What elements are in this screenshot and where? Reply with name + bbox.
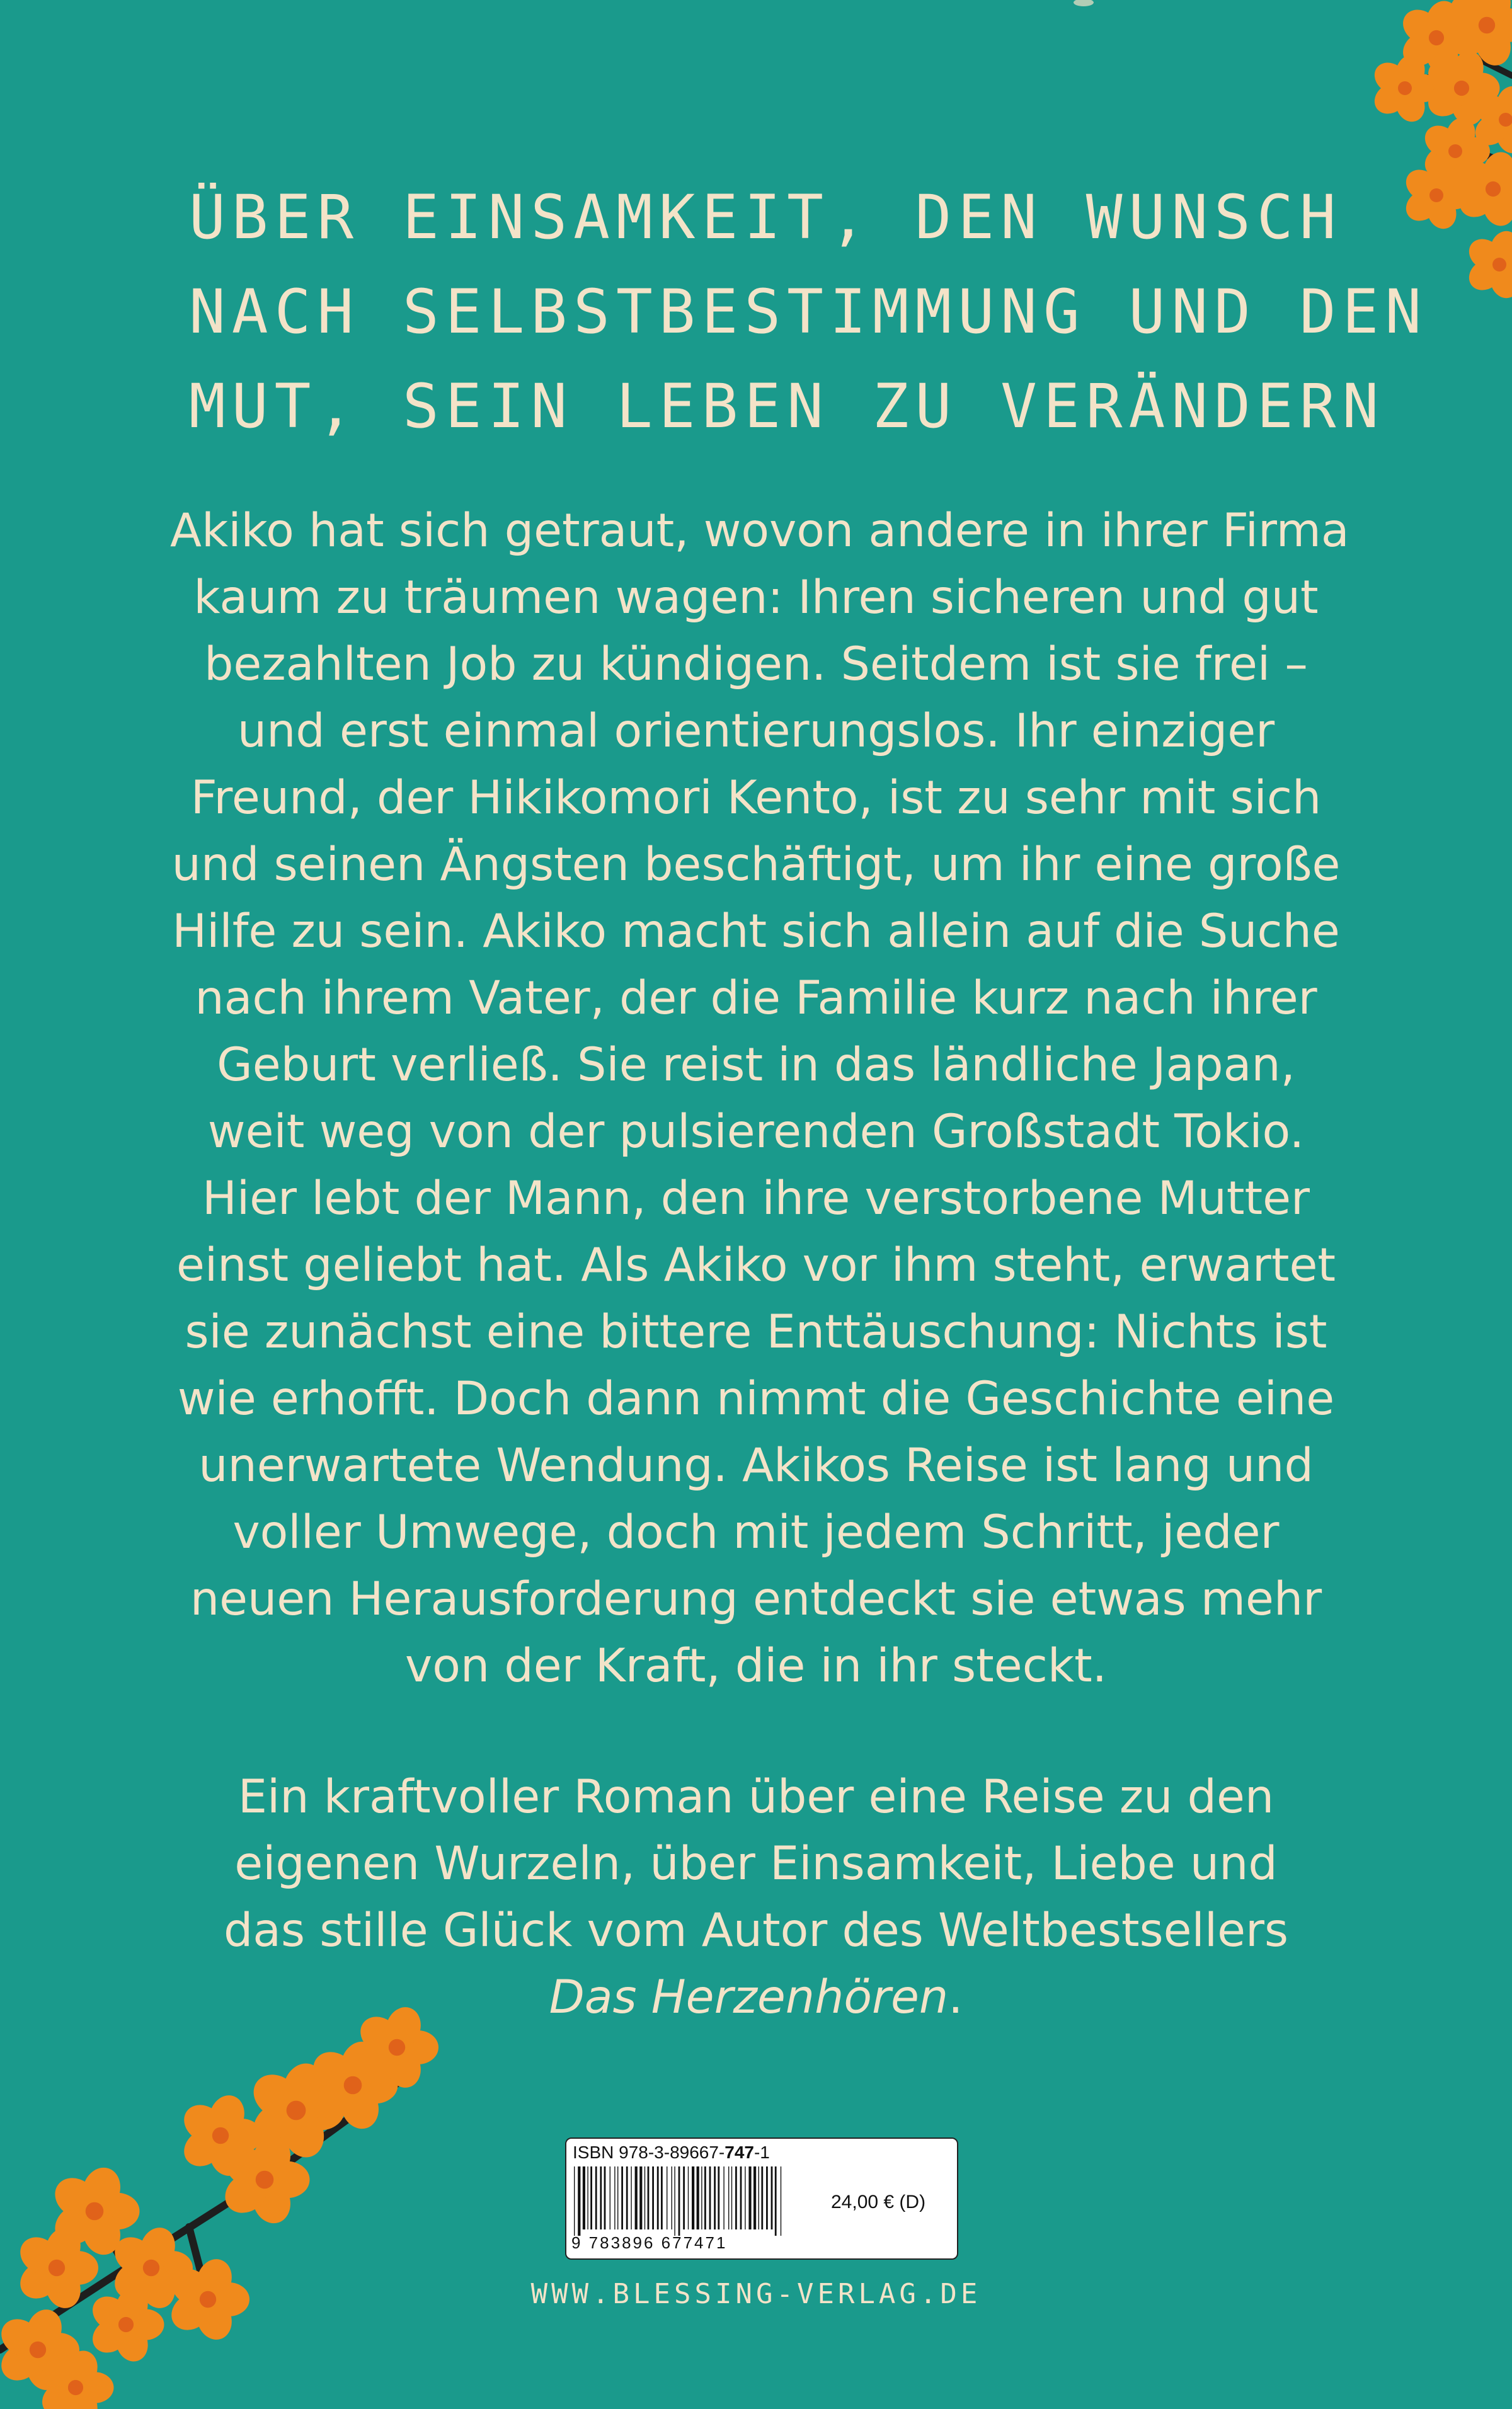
ean-digits: 9 783896 677471 (571, 2233, 728, 2252)
barcode-bar (639, 2166, 642, 2229)
blurb-line: einst geliebt hat. Als Akiko vor ihm steht, erwartet (176, 1239, 1336, 1292)
blurb-line: neuen Herausforderung entdeckt sie etwas mehr (190, 1572, 1322, 1626)
blurb-line: nach ihrem Vater, der die Familie kurz nach ihrer (195, 971, 1317, 1025)
blurb-line: Hier lebt der Mann, den ihre verstorbene Mutter (202, 1172, 1310, 1225)
blurb-line: Akiko hat sich getraut, wovon andere in ihrer Firma (170, 504, 1349, 558)
headline-line: ÜBER EINSAMKEIT, DEN WUNSCH (189, 182, 1343, 253)
barcode-bar (683, 2166, 685, 2229)
barcode-bar (614, 2166, 615, 2229)
barcode-bar (688, 2166, 689, 2229)
barcode-bar (574, 2166, 575, 2236)
tagline-line: eigenen Wurzeln, über Einsamkeit, Liebe und (234, 1837, 1278, 1891)
tagline-period: . (948, 1971, 963, 2024)
blossom-icon (1368, 0, 1512, 302)
blurb-line: bezahlten Job zu kündigen. Seitdem ist sie frei – (204, 638, 1308, 691)
barcode-bar (621, 2166, 623, 2229)
headline-line: MUT, SEIN LEBEN ZU VERÄNDERN (189, 371, 1385, 442)
tagline-text (170, 1764, 1342, 2031)
barcode-bar (674, 2166, 675, 2236)
headline-line: NACH SELBSTBESTIMMUNG UND DEN (189, 277, 1428, 347)
barcode-bar (648, 2166, 650, 2229)
headline (189, 170, 1428, 454)
barcode-bar (728, 2166, 729, 2229)
blurb-line: Hilfe zu sein. Akiko macht sich allein auf die Suche (172, 905, 1340, 958)
isbn-prefix: ISBN 978-3-89667- (573, 2143, 725, 2162)
barcode-bar (718, 2166, 719, 2229)
barcode-bar (697, 2166, 699, 2229)
barcode-bar (709, 2166, 711, 2229)
barcode-bar (701, 2166, 702, 2229)
book-title-reference: Das Herzenhören (549, 1971, 949, 2024)
barcode-bar (600, 2166, 602, 2229)
blurb-line: von der Kraft, die in ihr steckt. (405, 1639, 1107, 1693)
barcode-bar (753, 2166, 756, 2229)
barcode-bar (657, 2166, 659, 2229)
barcode-bar (652, 2166, 654, 2229)
isbn-barcode-label (565, 2137, 958, 2260)
barcode-bar (587, 2166, 588, 2229)
blurb-line: sie zunächst eine bittere Enttäuschung: Nichts ist (185, 1305, 1327, 1359)
barcode-bar (740, 2166, 742, 2229)
blurb-line: Geburt verließ. Sie reist in das ländliche Japan, (217, 1038, 1295, 1092)
blurb-line: unerwartete Wendung. Akikos Reise ist lang und (198, 1439, 1314, 1492)
isbn-bold-part: 747 (724, 2143, 754, 2162)
tagline-line: das stille Glück vom Autor des Weltbestsellers (223, 1904, 1289, 1957)
barcode-bar (617, 2166, 618, 2229)
barcode-bar (748, 2166, 751, 2229)
barcode-bar (604, 2166, 606, 2229)
blossom-flower (1463, 227, 1512, 302)
barcode-bar (692, 2166, 694, 2229)
barcode-bar (735, 2166, 737, 2229)
barcode-bar (583, 2166, 585, 2229)
barcode-bar (590, 2166, 592, 2229)
blurb-line: und erst einmal orientierungslos. Ihr einziger (237, 704, 1275, 758)
barcode-bar (661, 2166, 663, 2229)
blurb-line: wie erhofft. Doch dann nimmt die Geschichte eine (177, 1372, 1335, 1426)
isbn-suffix: -1 (753, 2143, 770, 2162)
leaf-icon (1071, 0, 1096, 13)
publisher-website: WWW.BLESSING-VERLAG.DE (530, 2278, 982, 2310)
isbn-number (573, 2143, 770, 2163)
barcode-bar (714, 2166, 716, 2229)
blurb-line: und seinen Ängsten beschäftigt, um ihr eine große (171, 838, 1341, 891)
blurb-line: weit weg von der pulsierenden Großstadt Tokio. (207, 1105, 1305, 1159)
barcode-bar (775, 2166, 777, 2236)
barcode-bar (731, 2166, 732, 2229)
barcode-bar (635, 2166, 638, 2229)
blurb-text (170, 498, 1349, 1700)
barcode-bar (679, 2166, 680, 2236)
blurb-line: voller Umwege, doch mit jedem Schritt, jeder (232, 1506, 1280, 1559)
blurb-line: kaum zu träumen wagen: Ihren sicheren und gut (193, 571, 1319, 624)
tagline-title-line (170, 1964, 1342, 2031)
barcode-bar (723, 2166, 724, 2229)
barcode-bar (578, 2166, 580, 2236)
price: 24,00 € (D) (831, 2192, 926, 2212)
barcode-bar (766, 2166, 768, 2229)
barcode-bar (595, 2166, 597, 2229)
barcode-bar (704, 2166, 706, 2229)
barcode-bar (761, 2166, 763, 2229)
barcode-bar (626, 2166, 628, 2229)
barcode-bar (644, 2166, 645, 2229)
tagline-line: Ein kraftvoller Roman über eine Reise zu den (238, 1770, 1274, 1824)
cherry-blossom-branch-bottom-left (0, 1972, 479, 2409)
barcode (571, 2166, 823, 2236)
barcode-bar (771, 2166, 773, 2229)
blurb-line: Freund, der Hikikomori Kento, ist zu sehr mit sich (190, 771, 1322, 825)
